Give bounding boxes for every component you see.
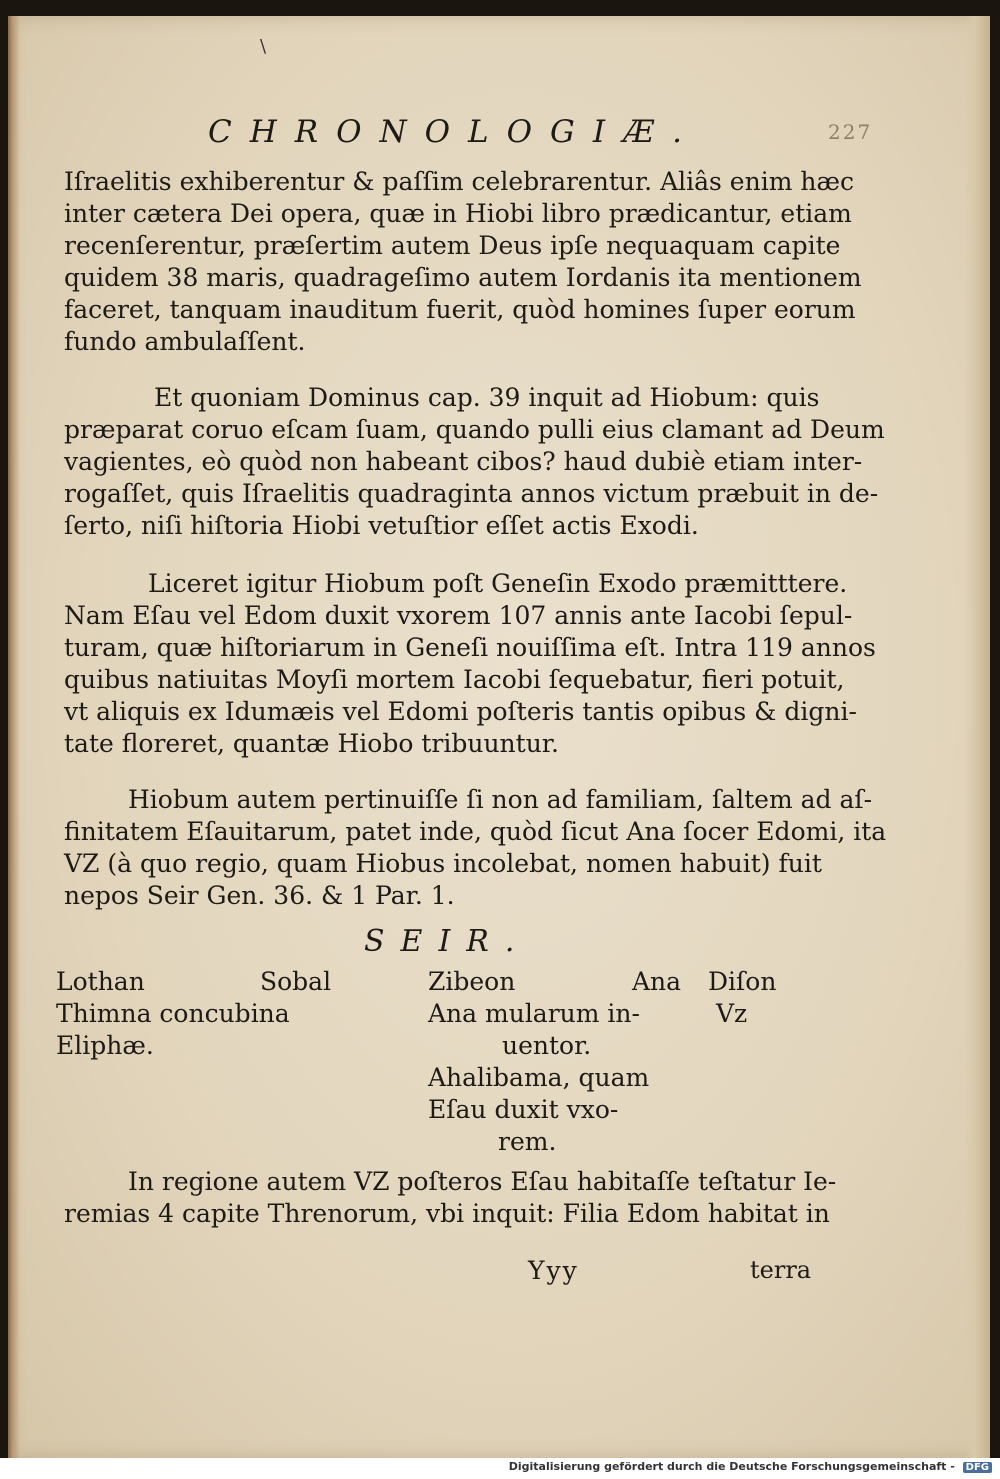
paragraph-3 <box>64 568 876 760</box>
genealogy-column-ana <box>632 966 681 998</box>
text-line: vagientes, eò quòd non habeant cibos? haud dubiè etiam inter- <box>64 447 863 476</box>
book-page <box>8 16 990 1458</box>
genealogy-entry: rem. <box>498 1127 557 1156</box>
text-line: vt aliquis ex Idumæis vel Edomi poſteris tantis opibus & digni- <box>64 697 857 726</box>
text-line: remias 4 capite Threnorum, vbi inquit: Filia Edom habitat in <box>64 1199 830 1228</box>
genealogy-entry: Ana <box>632 967 682 996</box>
text-line: turam, quæ hiſtoriarum in Geneſi nouiſſima eſt. Intra 119 annos <box>64 633 876 662</box>
text-line: In regione autem VZ poſteros Eſau habitaſſe teſtatur Ie- <box>128 1167 837 1196</box>
genealogy-entry: Vz <box>716 999 748 1028</box>
genealogy-entry: Eſau duxit vxo- <box>428 1095 619 1124</box>
genealogy-column-sobal <box>260 966 331 998</box>
genealogy-column-dison <box>708 966 776 1030</box>
genealogy-entry: Eliphæ. <box>56 1031 154 1060</box>
genealogy-column-zibeon <box>428 966 649 1158</box>
dfg-logo-icon: DFG <box>963 1462 992 1473</box>
page-fore-edge <box>964 16 990 1458</box>
text-line: Iſraelitis exhiberentur & paſſim celebrarentur. Aliâs enim hæc <box>64 167 854 196</box>
footer-credit <box>509 1460 992 1473</box>
paragraph-1 <box>64 166 862 358</box>
genealogy-entry: Thimna concubina <box>56 999 290 1028</box>
signature-mark: Yyy <box>528 1256 579 1285</box>
catchword: terra <box>750 1256 812 1284</box>
text-line: recenſerentur, præſertim autem Deus ipſe nequaquam capite <box>64 231 841 260</box>
footer-credit-text: Digitalisierung gefördert durch die Deutsche Forschungsgemeinschaft - <box>508 1460 955 1473</box>
text-line: nepos Seir Gen. 36. & 1 Par. 1. <box>64 881 455 910</box>
text-line: quibus natiuitas Moyſi mortem Iacobi ſequebatur, fieri potuit, <box>64 665 845 694</box>
text-line: inter cætera Dei opera, quæ in Hiobi libro prædicantur, etiam <box>64 199 852 228</box>
text-line: finitatem Eſauitarum, patet inde, quòd ſicut Ana ſocer Edomi, ita <box>64 817 887 846</box>
top-mark: \ <box>260 36 267 57</box>
paragraph-5 <box>64 1166 837 1230</box>
text-line: Liceret igitur Hiobum poſt Geneſin Exodo præmitttere. <box>148 569 848 598</box>
genealogy-entry: Ana mularum in- <box>428 999 640 1028</box>
binding-edge <box>8 16 20 1458</box>
paragraph-2 <box>64 382 885 542</box>
text-line: quidem 38 maris, quadrageſimo autem Iordanis ita mentionem <box>64 263 862 292</box>
text-line: Et quoniam Dominus cap. 39 inquit ad Hiobum: quis <box>154 383 820 412</box>
genealogy-entry: Diſon <box>708 967 777 996</box>
genealogy-entry: Zibeon <box>428 967 516 996</box>
paragraph-4 <box>64 784 887 912</box>
running-title: CHRONOLOGIÆ. <box>208 114 700 150</box>
genealogy-entry: Ahalibama, quam <box>428 1063 650 1092</box>
text-line: tate floreret, quantæ Hiobo tribuuntur. <box>64 729 559 758</box>
genealogy-column-lothan <box>56 966 290 1062</box>
text-line: VZ (à quo regio, quam Hiobus incolebat, nomen habuit) fuit <box>64 849 822 878</box>
digitization-footer <box>0 1458 1000 1479</box>
genealogy-title: SEIR. <box>364 924 531 959</box>
text-line: rogaſſet, quis Iſraelitis quadraginta annos victum præbuit in de- <box>64 479 879 508</box>
text-line: præparat coruo eſcam ſuam, quando pulli eius clamant ad Deum <box>64 415 885 444</box>
text-line: ſerto, niſi hiſtoria Hiobi vetuſtior eſſet actis Exodi. <box>64 511 699 540</box>
text-line: faceret, tanquam inauditum fuerit, quòd homines ſuper eorum <box>64 295 856 324</box>
genealogy-entry: Lothan <box>56 967 145 996</box>
text-line: Hiobum autem pertinuiſſe ſi non ad familiam, ſaltem ad aſ- <box>128 785 873 814</box>
genealogy-entry: uentor. <box>502 1031 592 1060</box>
folio-number: 227 <box>828 120 873 144</box>
text-line: fundo ambulaſſent. <box>64 327 306 356</box>
text-line: Nam Eſau vel Edom duxit vxorem 107 annis ante Iacobi ſepul- <box>64 601 853 630</box>
genealogy-entry: Sobal <box>260 967 332 996</box>
